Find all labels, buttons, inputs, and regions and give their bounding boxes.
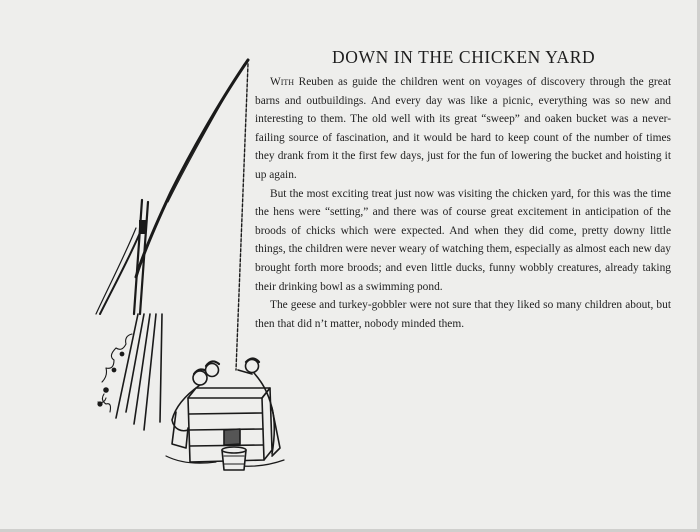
- paragraph-text: Reuben as guide the children went on voyages of discovery through the great barns and outbuildings. And every day was like a picnic, everything was so new and interesting to them. The old well with its great “sweep” and oaken bucket was a never-failing source of fascination, and it would be hard to keep count of the number of times they drank from it the first few days, just for the fun of lowering the bucket and hoisting it up again.: [255, 76, 671, 181]
- paragraph-text: The geese and turkey-gobbler were not sure that they liked so many children about, but then that did n’t matter, nobody minded them.: [255, 299, 671, 330]
- paragraph-text: But the most exciting treat just now was visiting the chicken yard, for this was the time the hens were “setting,” and there was of course great excitement in anticipation of the broods of chicks which were expected. And when they did come, pretty downy little things, the children were never weary of watching them, especially as almost each new day brought forth more broods; and even little ducks, funny wobbly creatures, already taking their drinking bowl as a swimming pond.: [255, 187, 671, 293]
- chapter-text: [255, 73, 671, 333]
- paragraph: [255, 73, 671, 185]
- paragraph: [255, 185, 671, 297]
- paragraph-lead-word: With: [270, 76, 295, 88]
- paragraph: [255, 296, 671, 333]
- chapter-title: DOWN IN THE CHICKEN YARD: [332, 47, 596, 67]
